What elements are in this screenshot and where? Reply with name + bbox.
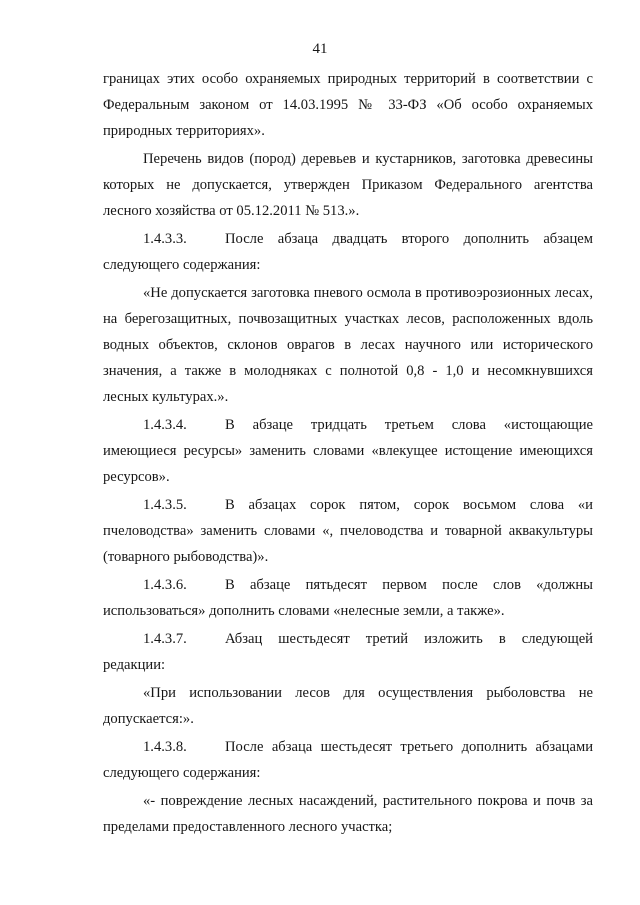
paragraph-p6 [103,492,593,570]
paragraph-text: После абзаца двадцать второго дополнить абзацем следующего содержания: [103,231,593,273]
paragraph-p1 [103,66,593,144]
paragraph-text: В абзаце тридцать третьем слова «истощающие имеющиеся ресурсы» заменить словами «влекущее истощение имеющихся ресурсов». [103,417,593,485]
paragraph-text: «При использовании лесов для осуществления рыболовства не допускается:». [103,685,593,727]
paragraph-p3 [103,226,593,278]
paragraph-text: Абзац шестьдесят третий изложить в следующей редакции: [103,631,593,673]
paragraph-text: В абзацах сорок пятом, сорок восьмом слова «и пчеловодства» заменить словами «, пчеловодства и товарной аквакультуры (товарного рыбоводства)». [103,497,593,565]
paragraph-number: 1.4.3.6. [143,577,187,593]
paragraph-p4 [103,280,593,410]
document-body [103,66,593,842]
paragraph-p5 [103,412,593,490]
paragraph-p10 [103,734,593,786]
paragraph-number: 1.4.3.8. [143,739,187,755]
paragraph-p9 [103,680,593,732]
paragraph-p11 [103,788,593,840]
paragraph-p7 [103,572,593,624]
page-number: 41 [312,41,328,57]
paragraph-text: После абзаца шестьдесят третьего дополнить абзацами следующего содержания: [103,739,593,781]
paragraph-text: «- повреждение лесных насаждений, растительного покрова и почв за пределами предоставленного лесного участка; [103,793,593,835]
paragraph-number: 1.4.3.5. [143,497,187,513]
paragraph-number: 1.4.3.7. [143,631,187,647]
paragraph-number: 1.4.3.4. [143,417,187,433]
paragraph-text: В абзаце пятьдесят первом после слов «должны использоваться» дополнить словами «нелесные земли, а также». [103,577,593,619]
paragraph-text: Перечень видов (пород) деревьев и кустарников, заготовка древесины которых не допускается, утвержден Приказом Федерального агентства лесного хозяйства от 05.12.2011 № 513.». [103,151,593,219]
paragraph-text: «Не допускается заготовка пневого осмола в противоэрозионных лесах, на берегозащитных, почвозащитных участках лесов, расположенных вдоль водных объектов, склонов оврагов в лесах научного или исторического значения, а также в молодняках с полнотой 0,8 - 1,0 и несомкнувшихся лесных культурах.». [103,285,593,405]
paragraph-number: 1.4.3.3. [143,231,187,247]
paragraph-p2 [103,146,593,224]
paragraph-text: границах этих особо охраняемых природных территорий в соответствии с Федеральным законом от 14.03.1995 № 33-ФЗ «Об особо охраняемых природных территориях». [103,71,593,139]
paragraph-p8 [103,626,593,678]
